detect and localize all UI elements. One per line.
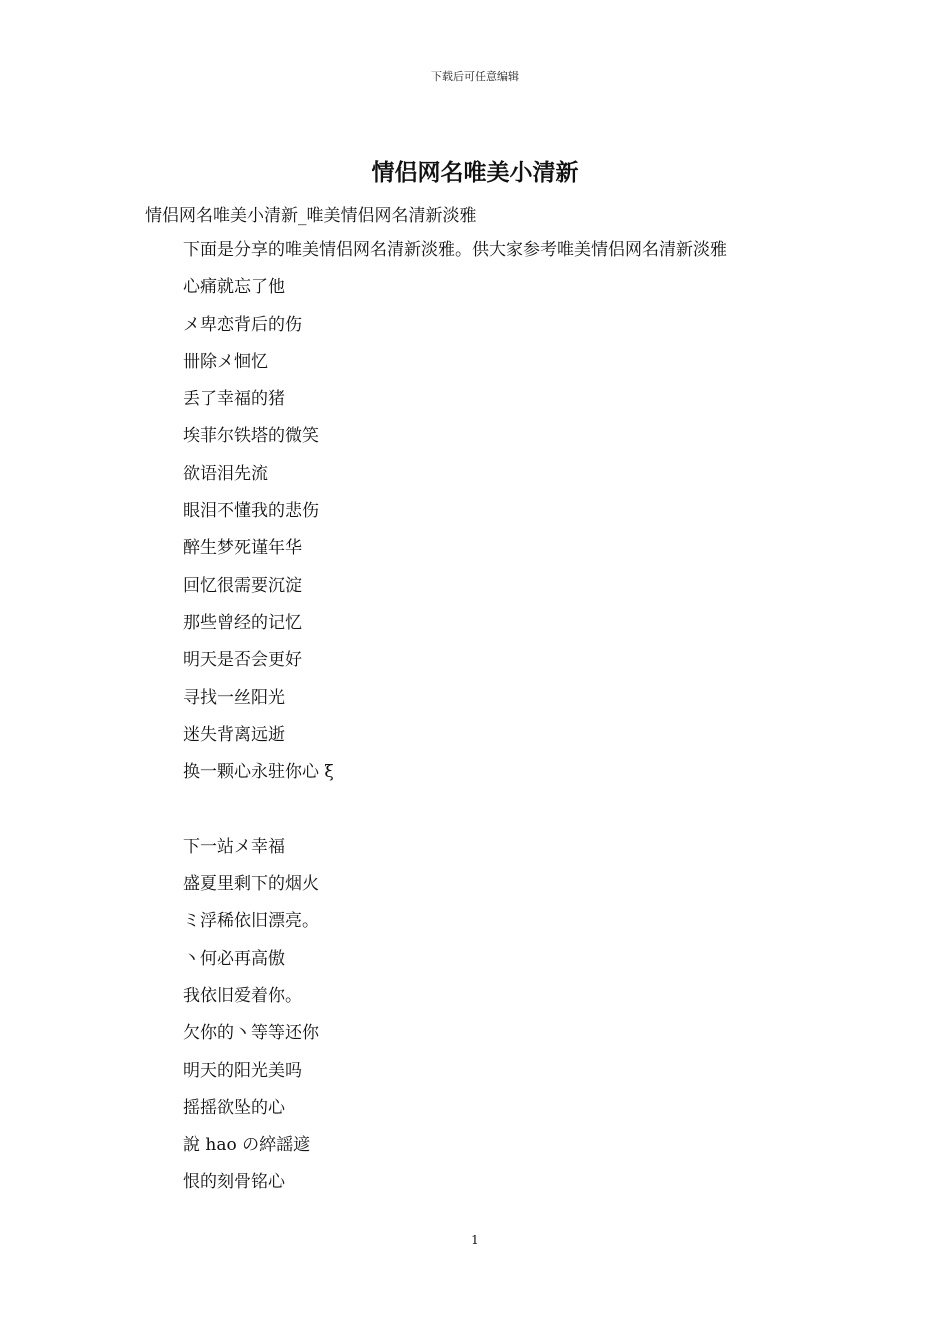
name-line: 下一站メ幸福 <box>183 836 285 857</box>
name-line: 眼泪不懂我的悲伤 <box>183 501 319 522</box>
name-line: 說 hao の綷謡遃 <box>183 1135 311 1156</box>
document-title: 情侣网名唯美小清新 <box>371 159 579 186</box>
name-line: 丢了幸福的猪 <box>183 389 285 410</box>
name-line: メ卑恋背后的伤 <box>183 314 302 335</box>
name-line: 回忆很需要沉淀 <box>183 575 302 596</box>
name-line: 恨的刻骨铭心 <box>183 1172 285 1193</box>
name-line: 盛夏里剩下的烟火 <box>183 874 319 895</box>
name-line: 埃菲尔铁塔的微笑 <box>183 426 319 447</box>
name-line: ミ浮稀依旧漂亮。 <box>183 911 319 932</box>
blank-line <box>183 797 727 834</box>
name-line: 摇摇欲坠的心 <box>183 1097 285 1118</box>
document-body <box>183 238 727 1208</box>
name-line: 欲语泪先流 <box>183 463 268 484</box>
name-line: 换一颗心永驻你心 ξ <box>183 762 334 783</box>
intro-paragraph: 下面是分享的唯美情侣网名清新淡雅。供大家参考唯美情侣网名清新淡雅 <box>183 240 727 260</box>
name-line: 丶何必再高傲 <box>183 948 285 969</box>
name-line: 寻找一丝阳光 <box>183 687 285 708</box>
document-subtitle: 情侣网名唯美小清新_唯美情侣网名清新淡雅 <box>145 206 477 226</box>
name-line: 欠你的丶等等还你 <box>183 1023 319 1044</box>
name-line: 迷失背离远逝 <box>183 724 285 745</box>
page-header: 下载后可任意编辑 <box>431 70 519 83</box>
page-number: 1 <box>471 1233 479 1247</box>
name-line: 心痛就忘了他 <box>183 277 285 298</box>
name-line: 明天是否会更好 <box>183 650 302 671</box>
name-line: 我依旧爱着你。 <box>183 985 302 1006</box>
name-line: 那些曾经的记忆 <box>183 612 302 633</box>
name-line: 明天的阳光美吗 <box>183 1060 302 1081</box>
name-line: 醉生梦死谨年华 <box>183 538 302 559</box>
name-line: 卌除メ恛忆 <box>183 351 268 372</box>
